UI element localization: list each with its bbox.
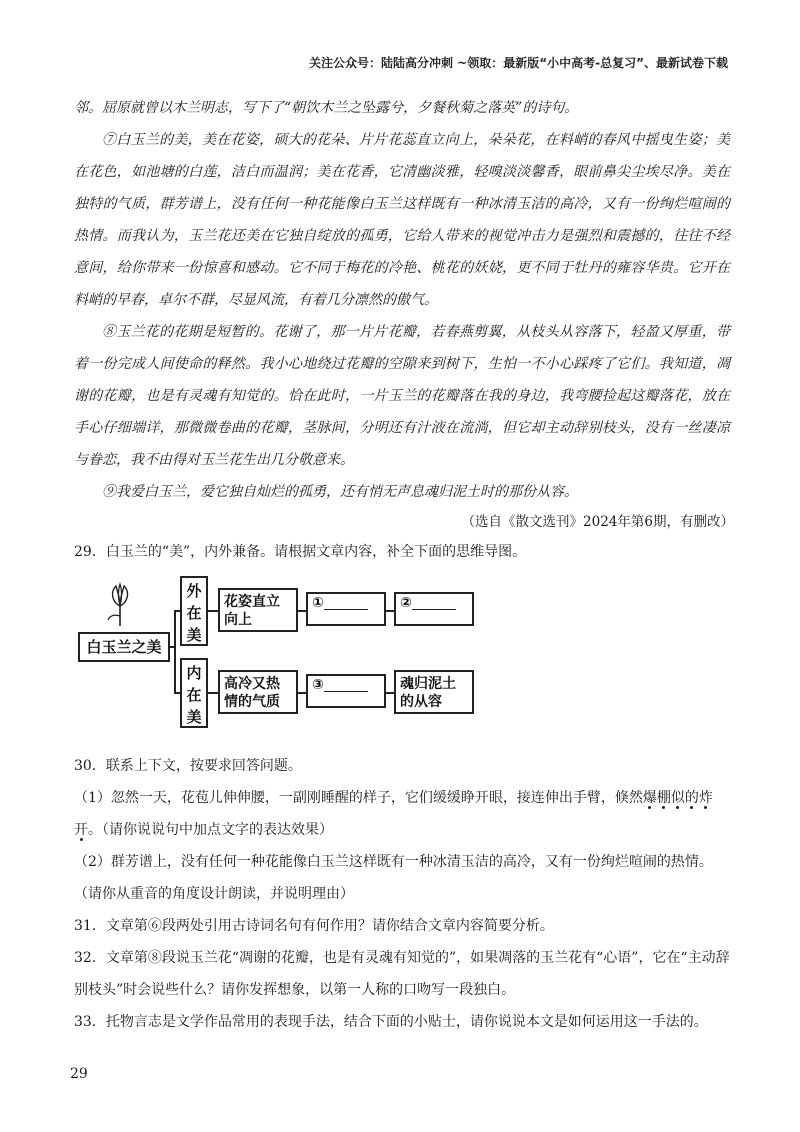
question-29: 29．白玉兰的“美”，内外兼备。请根据文章内容，补全下面的思维导图。 — [74, 544, 527, 560]
emphasized-char: 炸 — [698, 790, 713, 806]
connector — [208, 610, 218, 612]
outer-item-posture: 花姿直立向上 — [218, 588, 298, 632]
connector — [298, 692, 306, 694]
inner-item-composure: 魂归泥土的从容 — [394, 670, 474, 714]
question-30-2-line2: （请你从重音的角度设计朗读，并说明理由） — [74, 886, 354, 902]
outer-beauty-label: 外在美 — [180, 576, 208, 646]
mindmap-root: 白玉兰之美 — [78, 632, 170, 662]
mind-map — [74, 572, 730, 742]
connector — [298, 610, 306, 612]
page-content — [74, 92, 734, 1038]
emphasized-char: 似 — [670, 790, 685, 806]
emphasized-char: 的 — [684, 790, 699, 806]
connector — [386, 692, 394, 694]
connector — [174, 610, 176, 692]
question-30-1: （1）忽然一天，花苞儿伸伸腰，一副刚睡醒的样子，它们缓缓睁开眼，接连伸出手臂，倏然爆棚似的炸开。（请你说说句中加点文字的表达效果） — [74, 790, 713, 838]
source-citation: （选自《散文选刊》2024年第6期，有删改） — [461, 514, 734, 530]
question-30: 30．联系上下文，按要求回答问题。 — [74, 758, 302, 774]
emphasized-char: 爆 — [642, 790, 657, 806]
paragraph-9: ⑨我爱白玉兰，爱它独自灿烂的孤勇，还有悄无声息魂归泥土时的那份从容。 — [102, 484, 578, 500]
page-header: 关注公众号：陆陆高分冲刺 ~领取：最新版“小中高考-总复习”、最新试卷下载 — [309, 56, 728, 70]
inner-blank-3[interactable]: ③ — [306, 674, 386, 708]
magnolia-flower-icon — [100, 582, 140, 628]
paragraph-continued: 邻。屈原就曾以木兰明志，写下了“朝饮木兰之坠露兮，夕餐秋菊之落英”的诗句。 — [74, 100, 579, 116]
outer-blank-2[interactable]: ② — [394, 592, 474, 626]
connector — [208, 692, 218, 694]
question-32: 32．文章第⑧段说玉兰花“凋谢的花瓣，也是有灵魂有知觉的”，如果凋落的玉兰花有“心语”，它在“主动辞别枝头”时会说些什么？请你发挥想象，以第一人称的口吻写一段独白。 — [74, 950, 730, 998]
question-30-2-line1: （2）群芳谱上，没有任何一种花能像白玉兰这样既有一种冰清玉洁的高冷，又有一份绚烂喧闹的热情。 — [74, 854, 713, 870]
emphasized-char: 开 — [74, 822, 88, 838]
question-33: 33．托物言志是文学作品常用的表现手法，结合下面的小贴士，请你说说本文是如何运用这一手法的。 — [74, 1014, 708, 1030]
inner-item-temperament: 高冷又热情的气质 — [218, 670, 298, 714]
outer-blank-1[interactable]: ① — [306, 592, 386, 626]
inner-beauty-label: 内在美 — [180, 658, 208, 728]
emphasized-char: 棚 — [656, 790, 671, 806]
connector — [386, 610, 394, 612]
page-number: 29 — [70, 1066, 88, 1082]
paragraph-7: ⑦白玉兰的美，美在花姿，硕大的花朵、片片花蕊直立向上，朵朵花，在料峭的春风中摇曳生姿；美在花色，如池塘的白莲，洁白而温润；美在花香，它清幽淡雅，轻嗅淡淡馨香，眼前鼻尖尘埃尽净。美在独特的气质，群芳谱上，没有任何一种花能像白玉兰这样既有一种冰清玉洁的高冷，又有一份绚烂喧闹的热情。而我认为，玉兰花还美在它独自绽放的孤勇，它给人带来的视觉冲击力是强烈和震撼的，往往不经意间，给你带来一份惊喜和感动。它不同于梅花的冷艳、桃花的妖娆，更不同于牡丹的雍容华贵。它开在料峭的早春，卓尔不群，尽显风流，有着几分凛然的傲气。 — [74, 132, 730, 308]
question-31: 31．文章第⑥段两处引用古诗词名句有何作用？请你结合文章内容简要分析。 — [74, 918, 554, 934]
paragraph-8: ⑧玉兰花的花期是短暂的。花谢了，那一片片花瓣，若春燕剪翼，从枝头从容落下，轻盈又厚重，带着一份完成人间使命的释然。我小心地绕过花瓣的空隙来到树下，生怕一不小心踩疼了它们。我知道，凋谢的花瓣，也是有灵魂有知觉的。恰在此时，一片玉兰的花瓣落在我的身边，我弯腰捡起这瓣落花，放在手心仔细端详，那微微卷曲的花瓣，茎脉间，分明还有汁液在流淌，但它却主动辞别枝头，没有一丝凄凉与眷恋，我不由得对玉兰花生出几分敬意来。 — [74, 324, 730, 468]
